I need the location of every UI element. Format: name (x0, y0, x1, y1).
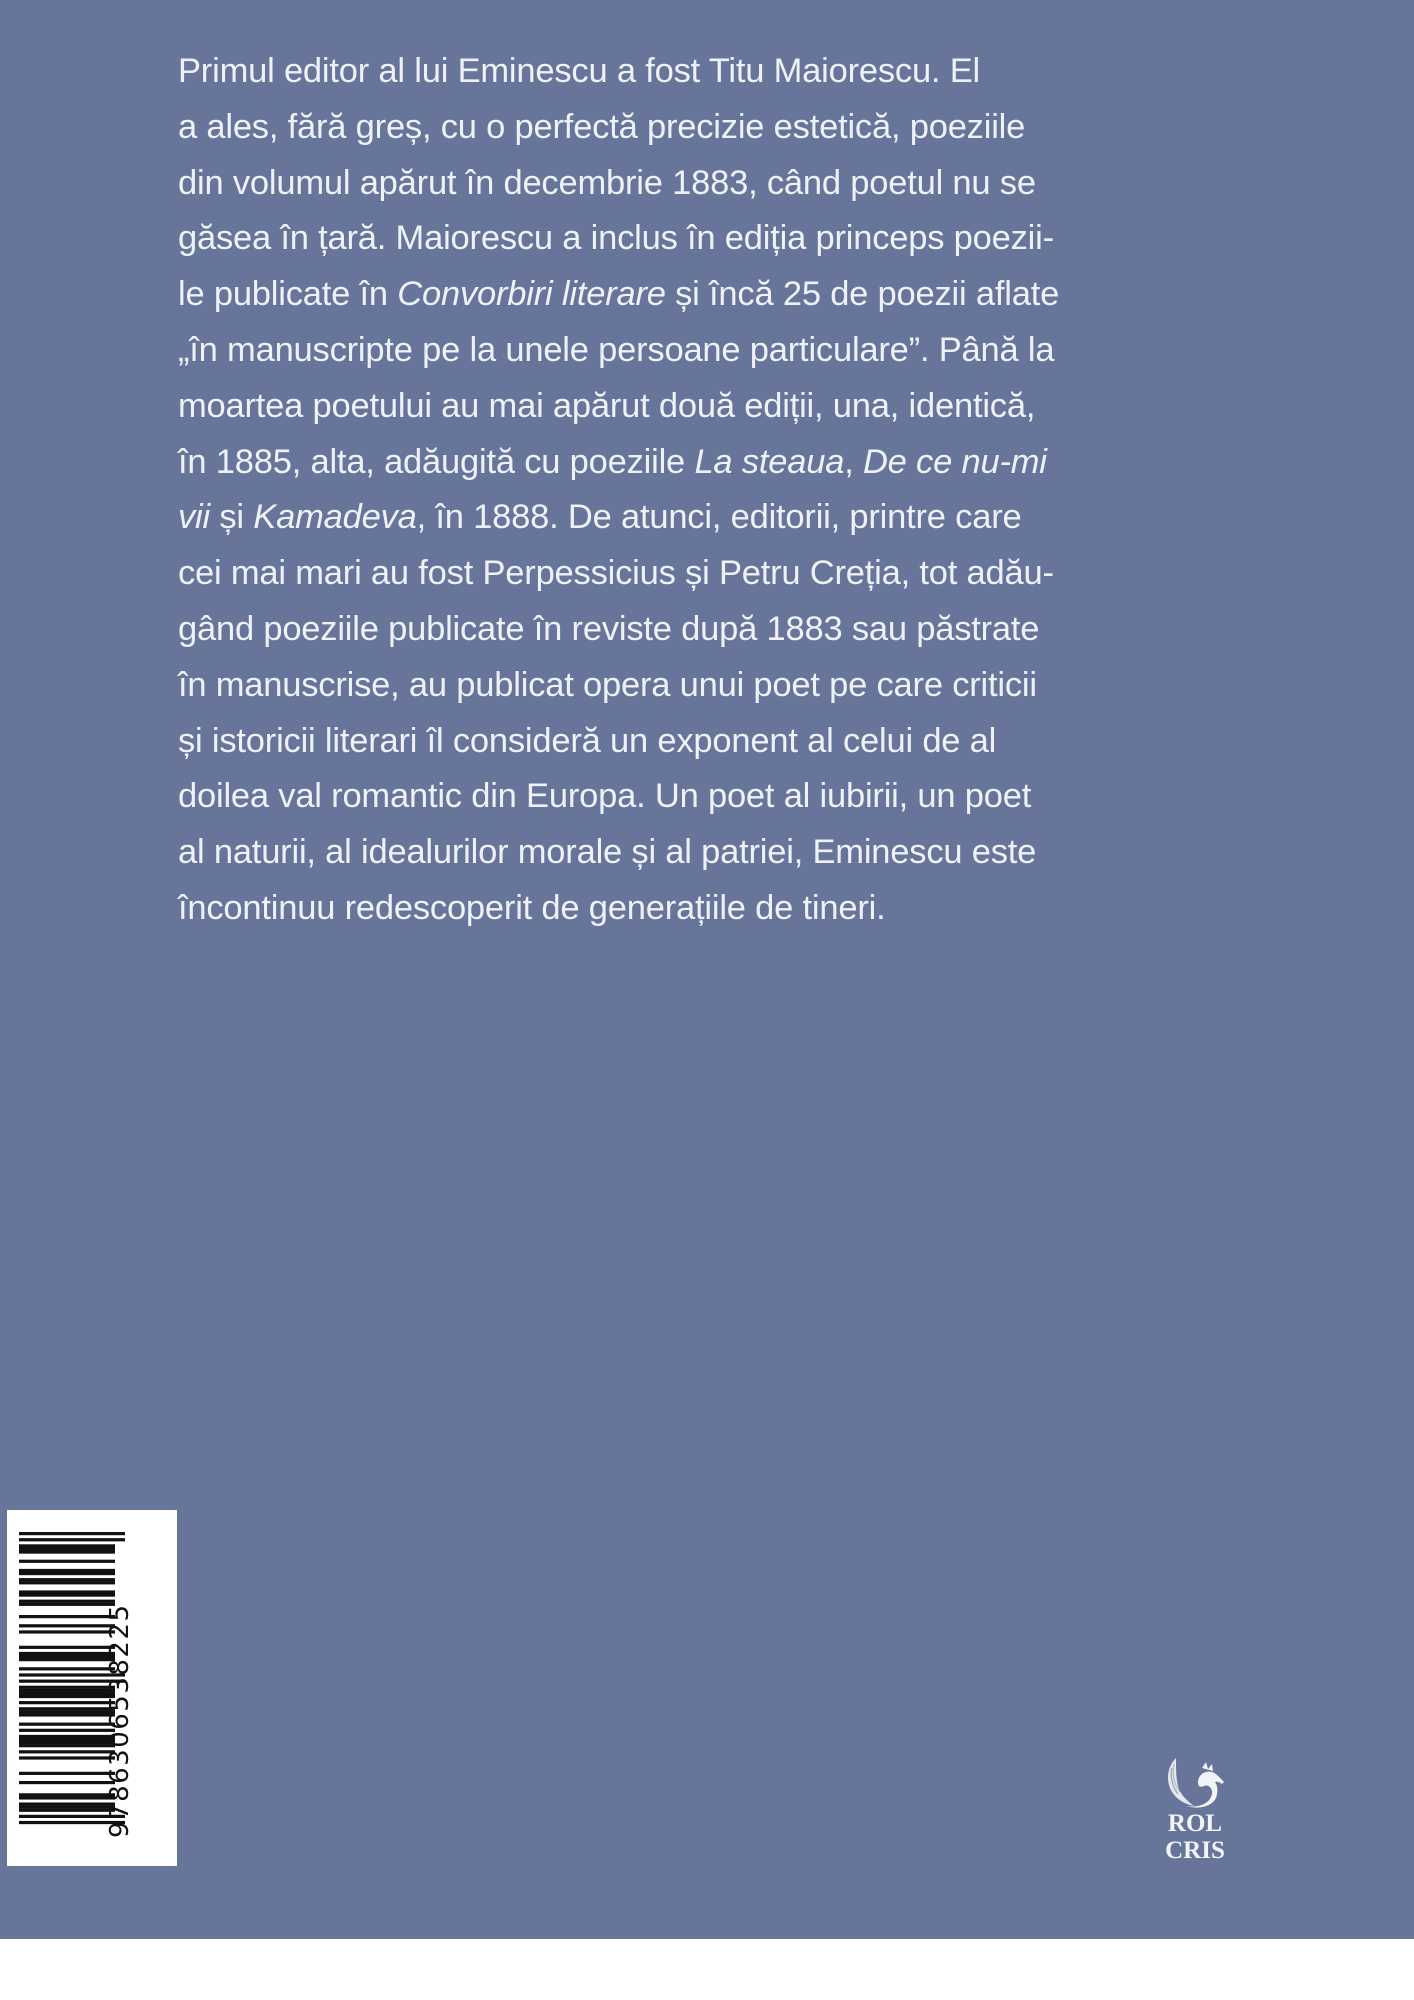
body-text: , (844, 442, 863, 481)
body-text: doilea val romantic din Europa. Un poet al iubirii, un poet (178, 777, 1032, 816)
body-text: a ales, fără greș, cu o perfectă precizie estetică, poeziile (178, 107, 1026, 146)
body-text: moartea poetului au mai apărut două ediții, una, identică, (178, 386, 1036, 425)
blurb-line (178, 323, 1238, 379)
body-text: Primul editor al lui Eminescu a fost Titu Maiorescu. El (178, 52, 980, 90)
barcode (7, 1510, 177, 1866)
italic-title-text: Kamadeva (253, 498, 417, 537)
body-text: încontinuu redescoperit de generațiile de tineri. (178, 888, 886, 927)
italic-title-text: Convorbiri literare (397, 275, 666, 314)
body-text: găsea în țară. Maiorescu a inclus în ediția princeps poezii- (178, 219, 1054, 258)
body-text: în 1885, alta, adăugită cu poeziile (178, 442, 695, 481)
pegasus-icon (1164, 1756, 1226, 1810)
body-text: le publicate în (178, 275, 398, 314)
blurb-line (178, 44, 1238, 100)
blurb-line (178, 658, 1238, 714)
blurb-line (178, 100, 1238, 156)
body-text: din volumul apărut în decembrie 1883, când poetul nu se (178, 163, 1036, 202)
blurb-line (178, 156, 1238, 212)
publisher-name-line2: CRIS (1165, 1837, 1225, 1864)
blurb-line (178, 714, 1238, 770)
body-text: și încă 25 de poezii aflate (665, 275, 1060, 314)
blurb-line (178, 490, 1238, 546)
isbn-number: 9786306538225 (105, 1603, 135, 1838)
italic-title-text: vii (178, 498, 210, 537)
body-text: al naturii, al idealurilor morale și al patriei, Eminescu este (178, 833, 1037, 872)
italic-title-text: De ce nu-mi (862, 442, 1047, 481)
body-text: gând poeziile publicate în reviste după 1883 sau păstrate (178, 609, 1040, 648)
blurb-text (178, 44, 1238, 937)
body-text: și istoricii literari îl consideră un exponent al celui de al (178, 721, 997, 760)
publisher-name-line1: ROL (1167, 1810, 1223, 1837)
blurb-line (178, 546, 1238, 602)
barcode-icon (7, 1510, 177, 1866)
publisher-logo (1150, 1756, 1240, 1870)
italic-title-text: La steaua (694, 442, 845, 481)
body-text: , în 1888. De atunci, editorii, printre care (416, 498, 1022, 537)
blurb-line (178, 211, 1238, 267)
body-text: în manuscrise, au publicat opera unui poet pe care criticii (178, 665, 1037, 704)
body-text: cei mai mari au fost Perpessicius și Petru Creția, tot adău- (178, 554, 1054, 593)
blurb-line (178, 825, 1238, 881)
blurb-line (178, 267, 1238, 323)
body-text: „în manuscripte pe la unele persoane particulare”. Până la (178, 330, 1055, 369)
blurb-line (178, 379, 1238, 435)
blurb-line (178, 602, 1238, 658)
blurb-line (178, 881, 1238, 937)
body-text: și (209, 498, 254, 537)
blurb-line (178, 769, 1238, 825)
blurb-line (178, 435, 1238, 491)
